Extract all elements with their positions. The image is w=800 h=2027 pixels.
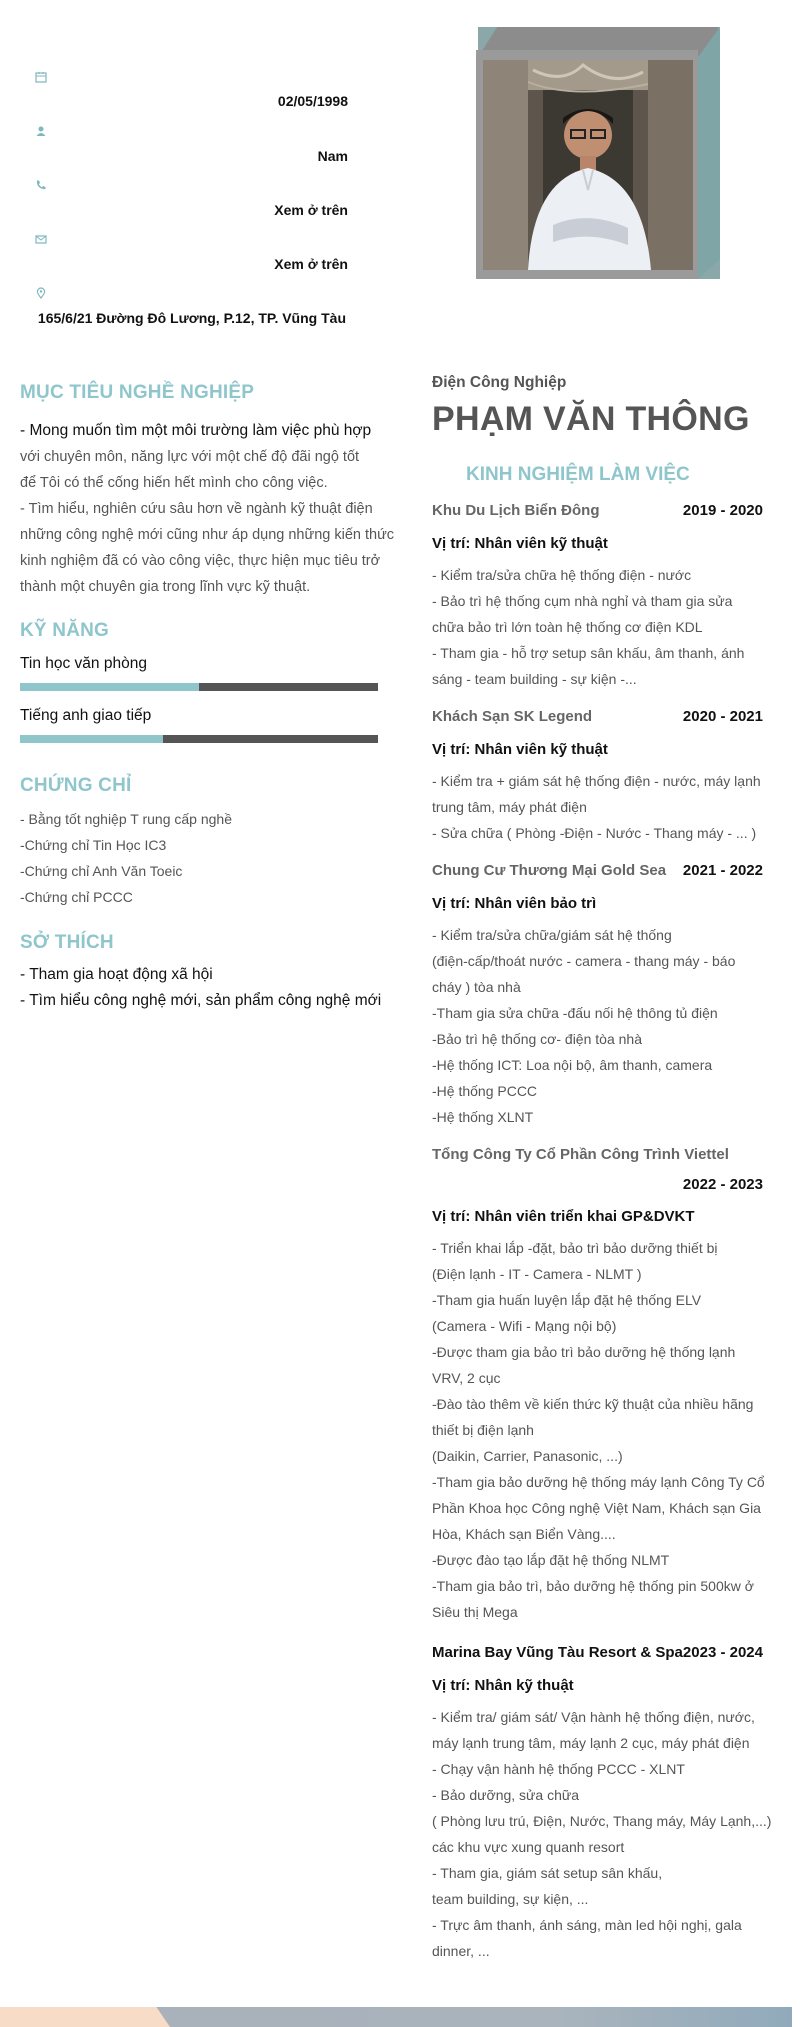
desc-line: - Chạy vận hành hệ thống PCCC - XLNT — [432, 1761, 685, 1777]
objective-line: - Mong muốn tìm một môi trường làm việc phù hợp — [20, 422, 372, 439]
objective-line: để Tôi có thể cống hiến hết mình cho công việc. — [20, 475, 328, 491]
desc-line: -Đào tào thêm về kiến thức kỹ thuật của nhiều hãng — [432, 1396, 754, 1412]
footer-wedge — [0, 2007, 170, 2027]
desc-line: VRV, 2 cục — [432, 1370, 501, 1386]
phone-icon — [35, 179, 47, 191]
objective-line: kinh nghiệm đã có vào công việc, thực hiện mục tiêu trở — [20, 553, 381, 569]
job-company: Marina Bay Vũng Tàu Resort & Spa — [432, 1644, 683, 1661]
job-years: 2019 - 2020 — [682, 502, 763, 519]
career-objective-title: MỤC TIÊU NGHỀ NGHIỆP — [20, 382, 255, 403]
desc-line: -Tham gia bảo dưỡng hệ thống máy lạnh Công Ty Cổ — [432, 1474, 765, 1490]
skill-bar — [20, 735, 378, 743]
desc-line: - Tham gia, giám sát setup sân khấu, — [432, 1865, 663, 1881]
job-position: Vị trí: Nhân viên bảo trì — [432, 895, 597, 912]
desc-line: - Kiểm tra/sửa chữa/giám sát hệ thống — [432, 927, 672, 943]
job-years: 2020 - 2021 — [682, 708, 763, 725]
list-item: - Bằng tốt nghiệp T rung cấp nghề — [20, 811, 232, 827]
desc-line: - Tham gia - hỗ trợ setup sân khấu, âm thanh, ánh — [432, 645, 745, 661]
job-position: Vị trí: Nhân viên kỹ thuật — [432, 741, 608, 758]
location-icon — [35, 287, 47, 299]
desc-line: -Hệ thống XLNT — [432, 1109, 534, 1125]
desc-line: (Camera - Wifi - Mạng nội bộ) — [432, 1318, 617, 1334]
desc-line: -Tham gia bảo trì, bảo dưỡng hệ thống pin 500kw ở — [432, 1578, 754, 1594]
list-item: -Chứng chỉ Anh Văn Toeic — [20, 863, 183, 879]
objective-line: - Tìm hiểu, nghiên cứu sâu hơn về ngành kỹ thuật điện — [20, 501, 373, 517]
avatar — [483, 60, 693, 270]
job-company: Khu Du Lịch Biển Đông — [432, 502, 600, 519]
desc-line: -Hệ thống ICT: Loa nội bộ, âm thanh, camera — [432, 1057, 713, 1073]
desc-line: - Sửa chữa ( Phòng -Điện - Nước - Thang máy - ... ) — [432, 825, 757, 841]
experience-title: KINH NGHIỆM LÀM VIỆC — [466, 464, 690, 485]
desc-line: trung tâm, máy phát điện — [432, 799, 587, 815]
desc-line: máy lạnh trung tâm, máy lạnh 2 cục, máy phát điện — [432, 1735, 750, 1751]
skill-bar — [20, 683, 378, 691]
skill-name: Tiếng anh giao tiếp — [20, 707, 152, 724]
job-description — [432, 922, 772, 1130]
birthday-value: 02/05/1998 — [277, 93, 348, 109]
skill-name: Tin học văn phòng — [20, 655, 147, 672]
desc-line: (Điện lạnh - IT - Camera - NLMT ) — [432, 1266, 642, 1282]
desc-line: ( Phòng lưu trú, Điện, Nước, Thang máy, Máy Lạnh,...) — [432, 1813, 772, 1829]
desc-line: chữa bảo trì lớn toàn hệ thống cơ điện KDL — [432, 619, 703, 635]
desc-line: -Bảo trì hệ thống cơ- điện tòa nhà — [432, 1031, 642, 1047]
desc-line: Phần Khoa học Công nghệ Việt Nam, Khách sạn Gia — [432, 1500, 761, 1516]
career-objective-text — [20, 418, 394, 600]
objective-line: với chuyên môn, năng lực với một chế độ đãi ngộ tốt — [20, 449, 360, 465]
job-years: 2023 - 2024 — [682, 1644, 763, 1661]
objective-line: những công nghệ mới cũng như áp dụng những kiến thức — [20, 527, 395, 543]
job-position: Vị trí: Nhân kỹ thuật — [432, 1677, 574, 1694]
candidate-name: PHẠM VĂN THÔNG — [432, 400, 750, 438]
list-item: - Tham gia hoạt động xã hội — [20, 966, 213, 983]
desc-line: Siêu thị Mega — [432, 1604, 518, 1620]
job-description — [432, 1704, 772, 1964]
address-value: 165/6/21 Đường Đô Lương, P.12, TP. Vũng Tàu — [37, 310, 346, 326]
desc-line: - Kiểm tra + giám sát hệ thống điện - nước, máy lạnh — [432, 773, 761, 789]
gender-value: Nam — [317, 148, 348, 164]
job-years: 2022 - 2023 — [682, 1176, 763, 1193]
job-years: 2021 - 2022 — [682, 862, 763, 879]
certificates-title: CHỨNG CHỈ — [20, 775, 132, 796]
hobbies-title: SỞ THÍCH — [20, 932, 114, 953]
desc-line: - Kiểm tra/sửa chữa hệ thống điện - nước — [432, 567, 692, 583]
list-item: - Tìm hiểu công nghệ mới, sản phẩm công nghệ mới — [20, 992, 382, 1009]
desc-line: - Bảo dưỡng, sửa chữa — [432, 1787, 580, 1803]
job-description — [432, 562, 772, 692]
desc-line: -Tham gia huấn luyện lắp đặt hệ thống ELV — [432, 1292, 702, 1308]
hobbies-list — [20, 962, 381, 1014]
profession-title: Điện Công Nghiệp — [432, 374, 567, 391]
job-description — [432, 1235, 772, 1625]
list-item: -Chứng chỉ PCCC — [20, 889, 133, 905]
calendar-icon — [35, 71, 47, 83]
list-item: -Chứng chỉ Tin Học IC3 — [20, 837, 167, 853]
desc-line: - Bảo trì hệ thống cụm nhà nghỉ và tham gia sửa — [432, 593, 733, 609]
skills-title: KỸ NĂNG — [20, 620, 110, 641]
desc-line: sáng - team building - sự kiện -... — [432, 671, 637, 687]
footer-end — [792, 2007, 800, 2027]
desc-line: - Trực âm thanh, ánh sáng, màn led hội nghị, gala — [432, 1917, 742, 1933]
desc-line: -Tham gia sửa chữa -đấu nối hệ thông tủ điện — [432, 1005, 718, 1021]
certificates-list — [20, 806, 232, 910]
mail-icon — [35, 233, 47, 245]
desc-line: các khu vực xung quanh resort — [432, 1839, 625, 1855]
desc-line: thiết bị điện lạnh — [432, 1422, 534, 1438]
desc-line: -Được đào tạo lắp đặt hệ thống NLMT — [432, 1552, 670, 1568]
job-company: Khách Sạn SK Legend — [432, 708, 593, 725]
job-company: Tổng Công Ty Cổ Phần Công Trình Viettel — [432, 1146, 729, 1163]
desc-line: (điện-cấp/thoát nước - camera - thang máy - báo — [432, 953, 736, 969]
user-icon — [35, 125, 47, 137]
job-company: Chung Cư Thương Mại Gold Sea — [432, 862, 667, 879]
desc-line: - Kiểm tra/ giám sát/ Vận hành hệ thống điện, nước, — [432, 1709, 755, 1725]
desc-line: (Daikin, Carrier, Panasonic, ...) — [432, 1448, 623, 1464]
desc-line: cháy ) tòa nhà — [432, 979, 521, 995]
objective-line: thành một chuyên gia trong lĩnh vực kỹ thuật. — [20, 579, 311, 595]
desc-line: -Hệ thống PCCC — [432, 1083, 538, 1099]
phone-value: Xem ở trên — [274, 202, 348, 218]
desc-line: team building, sự kiện, ... — [432, 1891, 589, 1907]
job-position: Vị trí: Nhân viên kỹ thuật — [432, 535, 608, 552]
desc-line: -Được tham gia bảo trì bảo dưỡng hệ thống lạnh — [432, 1344, 736, 1360]
job-position: Vị trí: Nhân viên triển khai GP&DVKT — [432, 1208, 695, 1225]
desc-line: Hòa, Khách sạn Biển Vàng.... — [432, 1526, 616, 1542]
job-description — [432, 768, 772, 846]
desc-line: - Triển khai lắp -đặt, bảo trì bảo dưỡng thiết bị — [432, 1240, 718, 1256]
email-value: Xem ở trên — [274, 256, 348, 272]
desc-line: dinner, ... — [432, 1943, 490, 1959]
